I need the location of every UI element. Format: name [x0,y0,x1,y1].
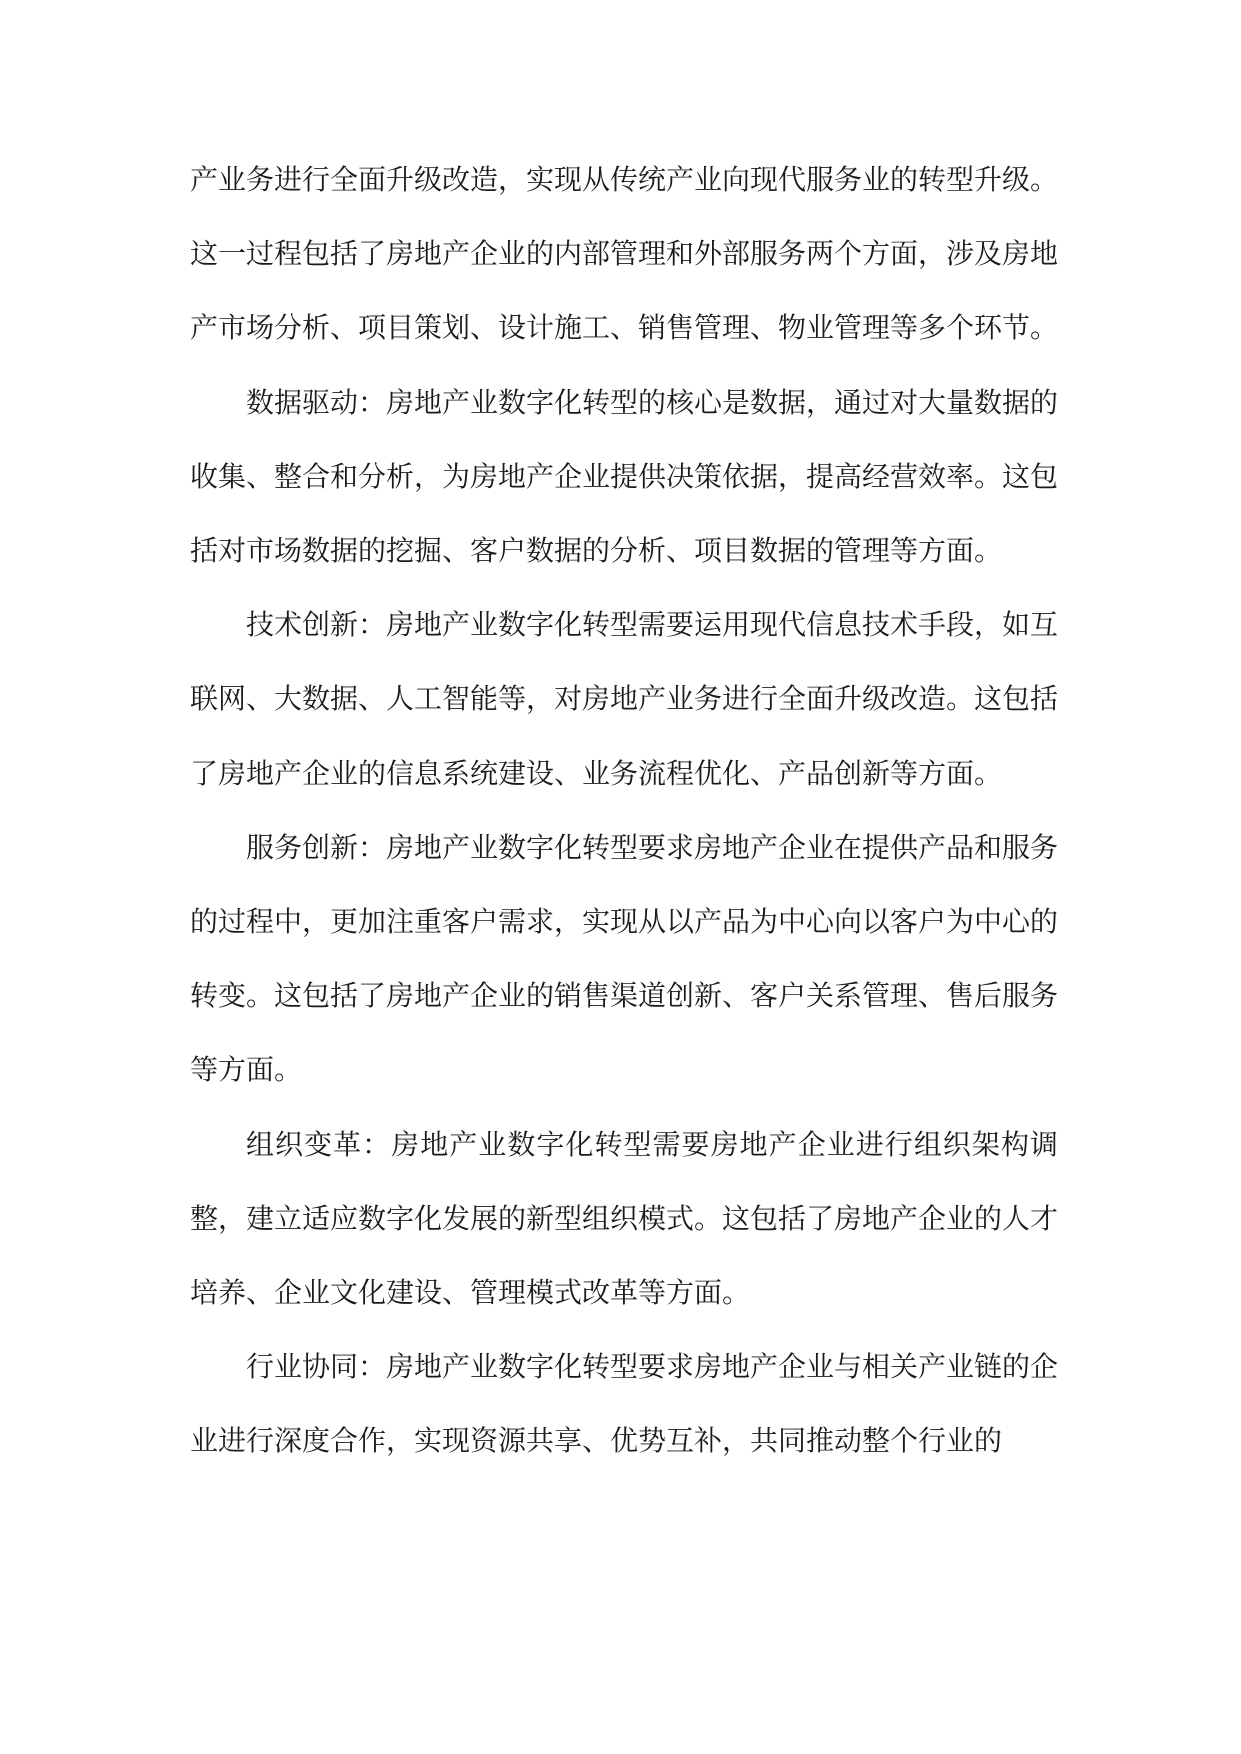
document-body [190,143,1058,1479]
paragraph-service-innovation: 服务创新：房地产业数字化转型要求房地产企业在提供产品和服务的过程中，更加注重客户需求，实现从以产品为中心向以客户为中心的转变。这包括了房地产企业的销售渠道创新、客户关系管理、售后服务等方面。 [190,830,1059,1087]
paragraph-data-driven: 数据驱动：房地产业数字化转型的核心是数据，通过对大量数据的收集、整合和分析，为房地产企业提供决策依据，提高经营效率。这包括对市场数据的挖掘、客户数据的分析、项目数据的管理等方面。 [190,385,1059,568]
paragraph-industry-synergy: 行业协同：房地产业数字化转型要求房地产企业与相关产业链的企业进行深度合作，实现资源共享、优势互补，共同推动整个行业的 [190,1350,1059,1458]
paragraph-continuation: 产业务进行全面升级改造，实现从传统产业向现代服务业的转型升级。这一过程包括了房地产企业的内部管理和外部服务两个方面，涉及房地产市场分析、项目策划、设计施工、销售管理、物业管理等多个环节。 [190,163,1059,345]
paragraph-tech-innovation: 技术创新：房地产业数字化转型需要运用现代信息技术手段，如互联网、大数据、人工智能等，对房地产业务进行全面升级改造。这包括了房地产企业的信息系统建设、业务流程优化、产品创新等方面。 [190,608,1059,790]
paragraph-org-change: 组织变革：房地产业数字化转型需要房地产企业进行组织架构调整，建立适应数字化发展的新型组织模式。这包括了房地产企业的人才培养、企业文化建设、管理模式改革等方面。 [190,1127,1059,1310]
